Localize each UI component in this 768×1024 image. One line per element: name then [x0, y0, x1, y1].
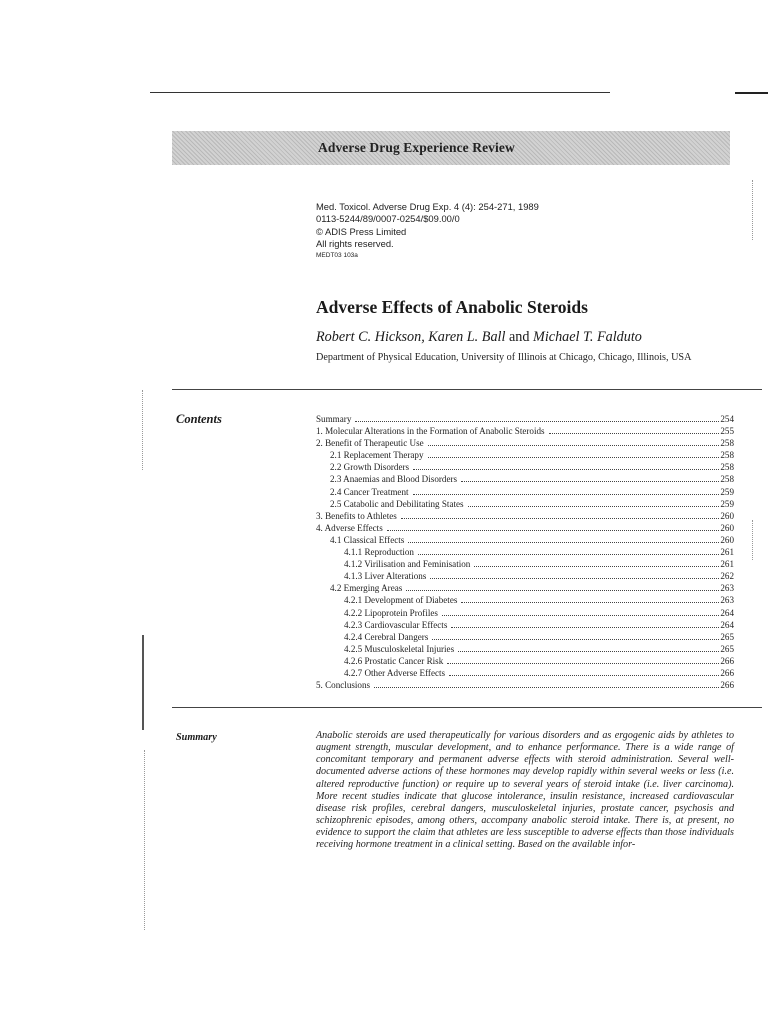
toc-entry[interactable]: [316, 631, 734, 643]
toc-page: 265: [720, 643, 734, 654]
summary-heading: Summary: [176, 732, 217, 743]
toc-leader: [408, 542, 719, 543]
journal-banner: [172, 131, 730, 165]
toc-label: 4.2.6 Prostatic Cancer Risk: [344, 655, 444, 666]
toc-page: 260: [720, 522, 734, 533]
toc-label: 1. Molecular Alterations in the Formation of Anabolic Steroids: [316, 426, 545, 437]
scan-edge-mark: [752, 520, 753, 560]
toc-label: Summary: [316, 414, 352, 424]
toc-entry[interactable]: [316, 582, 734, 594]
section-divider: [172, 389, 762, 390]
citation-block: [316, 201, 539, 261]
toc-leader: [461, 481, 719, 482]
toc-page: 258: [720, 438, 734, 449]
toc-page: 264: [720, 619, 734, 630]
toc-page: 254: [720, 414, 734, 424]
scan-edge-mark: [142, 390, 143, 470]
toc-label: 4.2.7 Other Adverse Effects: [344, 667, 446, 678]
toc-page: 260: [720, 534, 734, 545]
toc-leader: [449, 675, 719, 676]
toc-entry[interactable]: [316, 655, 734, 667]
toc-leader: [461, 602, 719, 603]
toc-entry[interactable]: [316, 437, 734, 449]
toc-label: 2.5 Catabolic and Debilitating States: [330, 498, 464, 509]
toc-page: 260: [720, 510, 734, 521]
citation-code: MEDT03 103a: [316, 251, 358, 259]
toc-entry[interactable]: [316, 486, 734, 498]
toc-label: 4.1 Classical Effects: [330, 534, 405, 545]
article-title: Adverse Effects of Anabolic Steroids: [316, 297, 588, 317]
table-of-contents: [316, 413, 734, 691]
toc-leader: [418, 554, 719, 555]
toc-leader: [413, 494, 720, 495]
toc-label: 4.2.2 Lipoprotein Profiles: [344, 607, 438, 618]
toc-label: 4.2.4 Cerebral Dangers: [344, 631, 429, 642]
toc-entry[interactable]: [316, 679, 734, 691]
toc-leader: [387, 530, 720, 531]
toc-entry[interactable]: [316, 619, 734, 631]
scan-edge-mark: [142, 635, 144, 730]
author-affiliation: Department of Physical Education, University of Illinois at Chicago, Chicago, Illinois, USA: [316, 352, 692, 363]
citation-copyright: © ADIS Press Limited: [316, 225, 407, 237]
toc-leader: [428, 457, 720, 458]
toc-entry[interactable]: [316, 425, 734, 437]
toc-label: 4. Adverse Effects: [316, 522, 383, 533]
citation-journal: Med. Toxicol. Adverse Drug Exp. 4 (4): 254-271, 1989: [316, 201, 539, 212]
toc-leader: [401, 518, 720, 519]
toc-leader: [406, 590, 719, 591]
toc-entry[interactable]: [316, 522, 734, 534]
toc-entry[interactable]: [316, 643, 734, 655]
toc-entry[interactable]: [316, 594, 734, 606]
toc-label: 4.1.2 Virilisation and Feminisation: [344, 559, 471, 570]
toc-label: 2. Benefit of Therapeutic Use: [316, 438, 424, 449]
toc-leader: [474, 566, 719, 567]
toc-label: 4.2.5 Musculoskeletal Injuries: [344, 643, 455, 654]
toc-label: 4.2.3 Cardiovascular Effects: [344, 619, 448, 630]
toc-page: 258: [720, 462, 734, 473]
toc-label: 2.1 Replacement Therapy: [330, 450, 424, 461]
toc-page: 262: [720, 571, 734, 582]
toc-leader: [430, 578, 719, 579]
toc-entry[interactable]: [316, 558, 734, 570]
toc-label: 2.2 Growth Disorders: [330, 462, 410, 473]
toc-entry[interactable]: [316, 667, 734, 679]
toc-label: 4.1.1 Reproduction: [344, 547, 414, 558]
toc-entry[interactable]: [316, 473, 734, 485]
banner-title: Adverse Drug Experience Review: [318, 140, 515, 155]
toc-label: 2.3 Anaemias and Blood Disorders: [330, 474, 458, 485]
scan-edge-mark: [144, 750, 145, 930]
toc-leader: [413, 469, 719, 470]
toc-page: 261: [720, 547, 734, 558]
citation-issn: 0113-5244/89/0007-0254/$09.00/0: [316, 213, 460, 225]
toc-leader: [447, 663, 719, 664]
author-name-last: Michael T. Falduto: [533, 329, 642, 345]
contents-heading: Contents: [176, 412, 222, 426]
toc-entry[interactable]: [316, 546, 734, 558]
toc-page: 259: [720, 498, 734, 509]
toc-page: 258: [720, 450, 734, 461]
toc-label: 4.2 Emerging Areas: [330, 583, 403, 594]
summary-paragraph: Anabolic steroids are used therapeutically for various disorders and as ergogenic aids by athletes to augment strength, muscular development, and to enhance performance. There is a wide range of concomitant temporary and permanent adverse effects with steroid administration. Several well-documented adverse actions of these hormones may develop rapidly within several weeks or less (i.e. altered reproductive function) or require up to several years of steroid intake (i.e. liver carcinoma). More recent studies indicate that glucose intolerance, insulin resistance, increased cardiovascular disease risk profiles, cerebral dangers, musculoskeletal injuries, prostate cancer, psychosis and schizophrenic episodes, among others, accompany anabolic steroid intake. There is, at present, no evidence to support the claim that athletes are less susceptible to adverse effects than those individuals receiving hormone treatment in a clinical setting. Based on the available infor-: [316, 730, 734, 851]
toc-label: 4.2.1 Development of Diabetes: [344, 595, 458, 606]
citation-rights: All rights reserved.: [316, 238, 394, 250]
toc-page: 259: [720, 486, 734, 497]
toc-leader: [451, 627, 719, 628]
top-rule: [150, 92, 610, 93]
toc-entry[interactable]: [316, 461, 734, 473]
toc-page: 266: [720, 655, 734, 666]
toc-page: 266: [720, 680, 734, 691]
toc-leader: [549, 433, 720, 434]
toc-label: 3. Benefits to Athletes: [316, 510, 397, 521]
toc-entry[interactable]: [316, 607, 734, 619]
scan-edge-mark: [752, 180, 753, 240]
toc-page: 263: [720, 583, 734, 594]
toc-leader: [442, 615, 719, 616]
toc-page: 258: [720, 474, 734, 485]
toc-page: 255: [720, 426, 734, 437]
toc-entry[interactable]: [316, 510, 734, 522]
toc-entry[interactable]: [316, 570, 734, 582]
toc-leader: [432, 639, 719, 640]
toc-label: 2.4 Cancer Treatment: [330, 486, 409, 497]
toc-label: 4.1.3 Liver Alterations: [344, 571, 427, 582]
toc-entry[interactable]: [316, 498, 734, 510]
toc-entry[interactable]: [316, 413, 734, 425]
toc-page: 266: [720, 667, 734, 678]
toc-entry[interactable]: [316, 449, 734, 461]
toc-leader: [428, 445, 720, 446]
toc-entry[interactable]: [316, 534, 734, 546]
section-divider: [172, 707, 762, 708]
toc-label: 5. Conclusions: [316, 680, 371, 691]
author-conjunction: and: [505, 329, 534, 345]
toc-page: 263: [720, 595, 734, 606]
toc-leader: [355, 421, 719, 422]
article-authors: [316, 329, 642, 346]
toc-leader: [458, 651, 719, 652]
toc-page: 264: [720, 607, 734, 618]
toc-page: 261: [720, 559, 734, 570]
top-rule-edge: [735, 92, 768, 94]
toc-leader: [468, 506, 720, 507]
toc-leader: [374, 687, 719, 688]
toc-page: 265: [720, 631, 734, 642]
author-names: Robert C. Hickson, Karen L. Ball: [316, 329, 506, 345]
